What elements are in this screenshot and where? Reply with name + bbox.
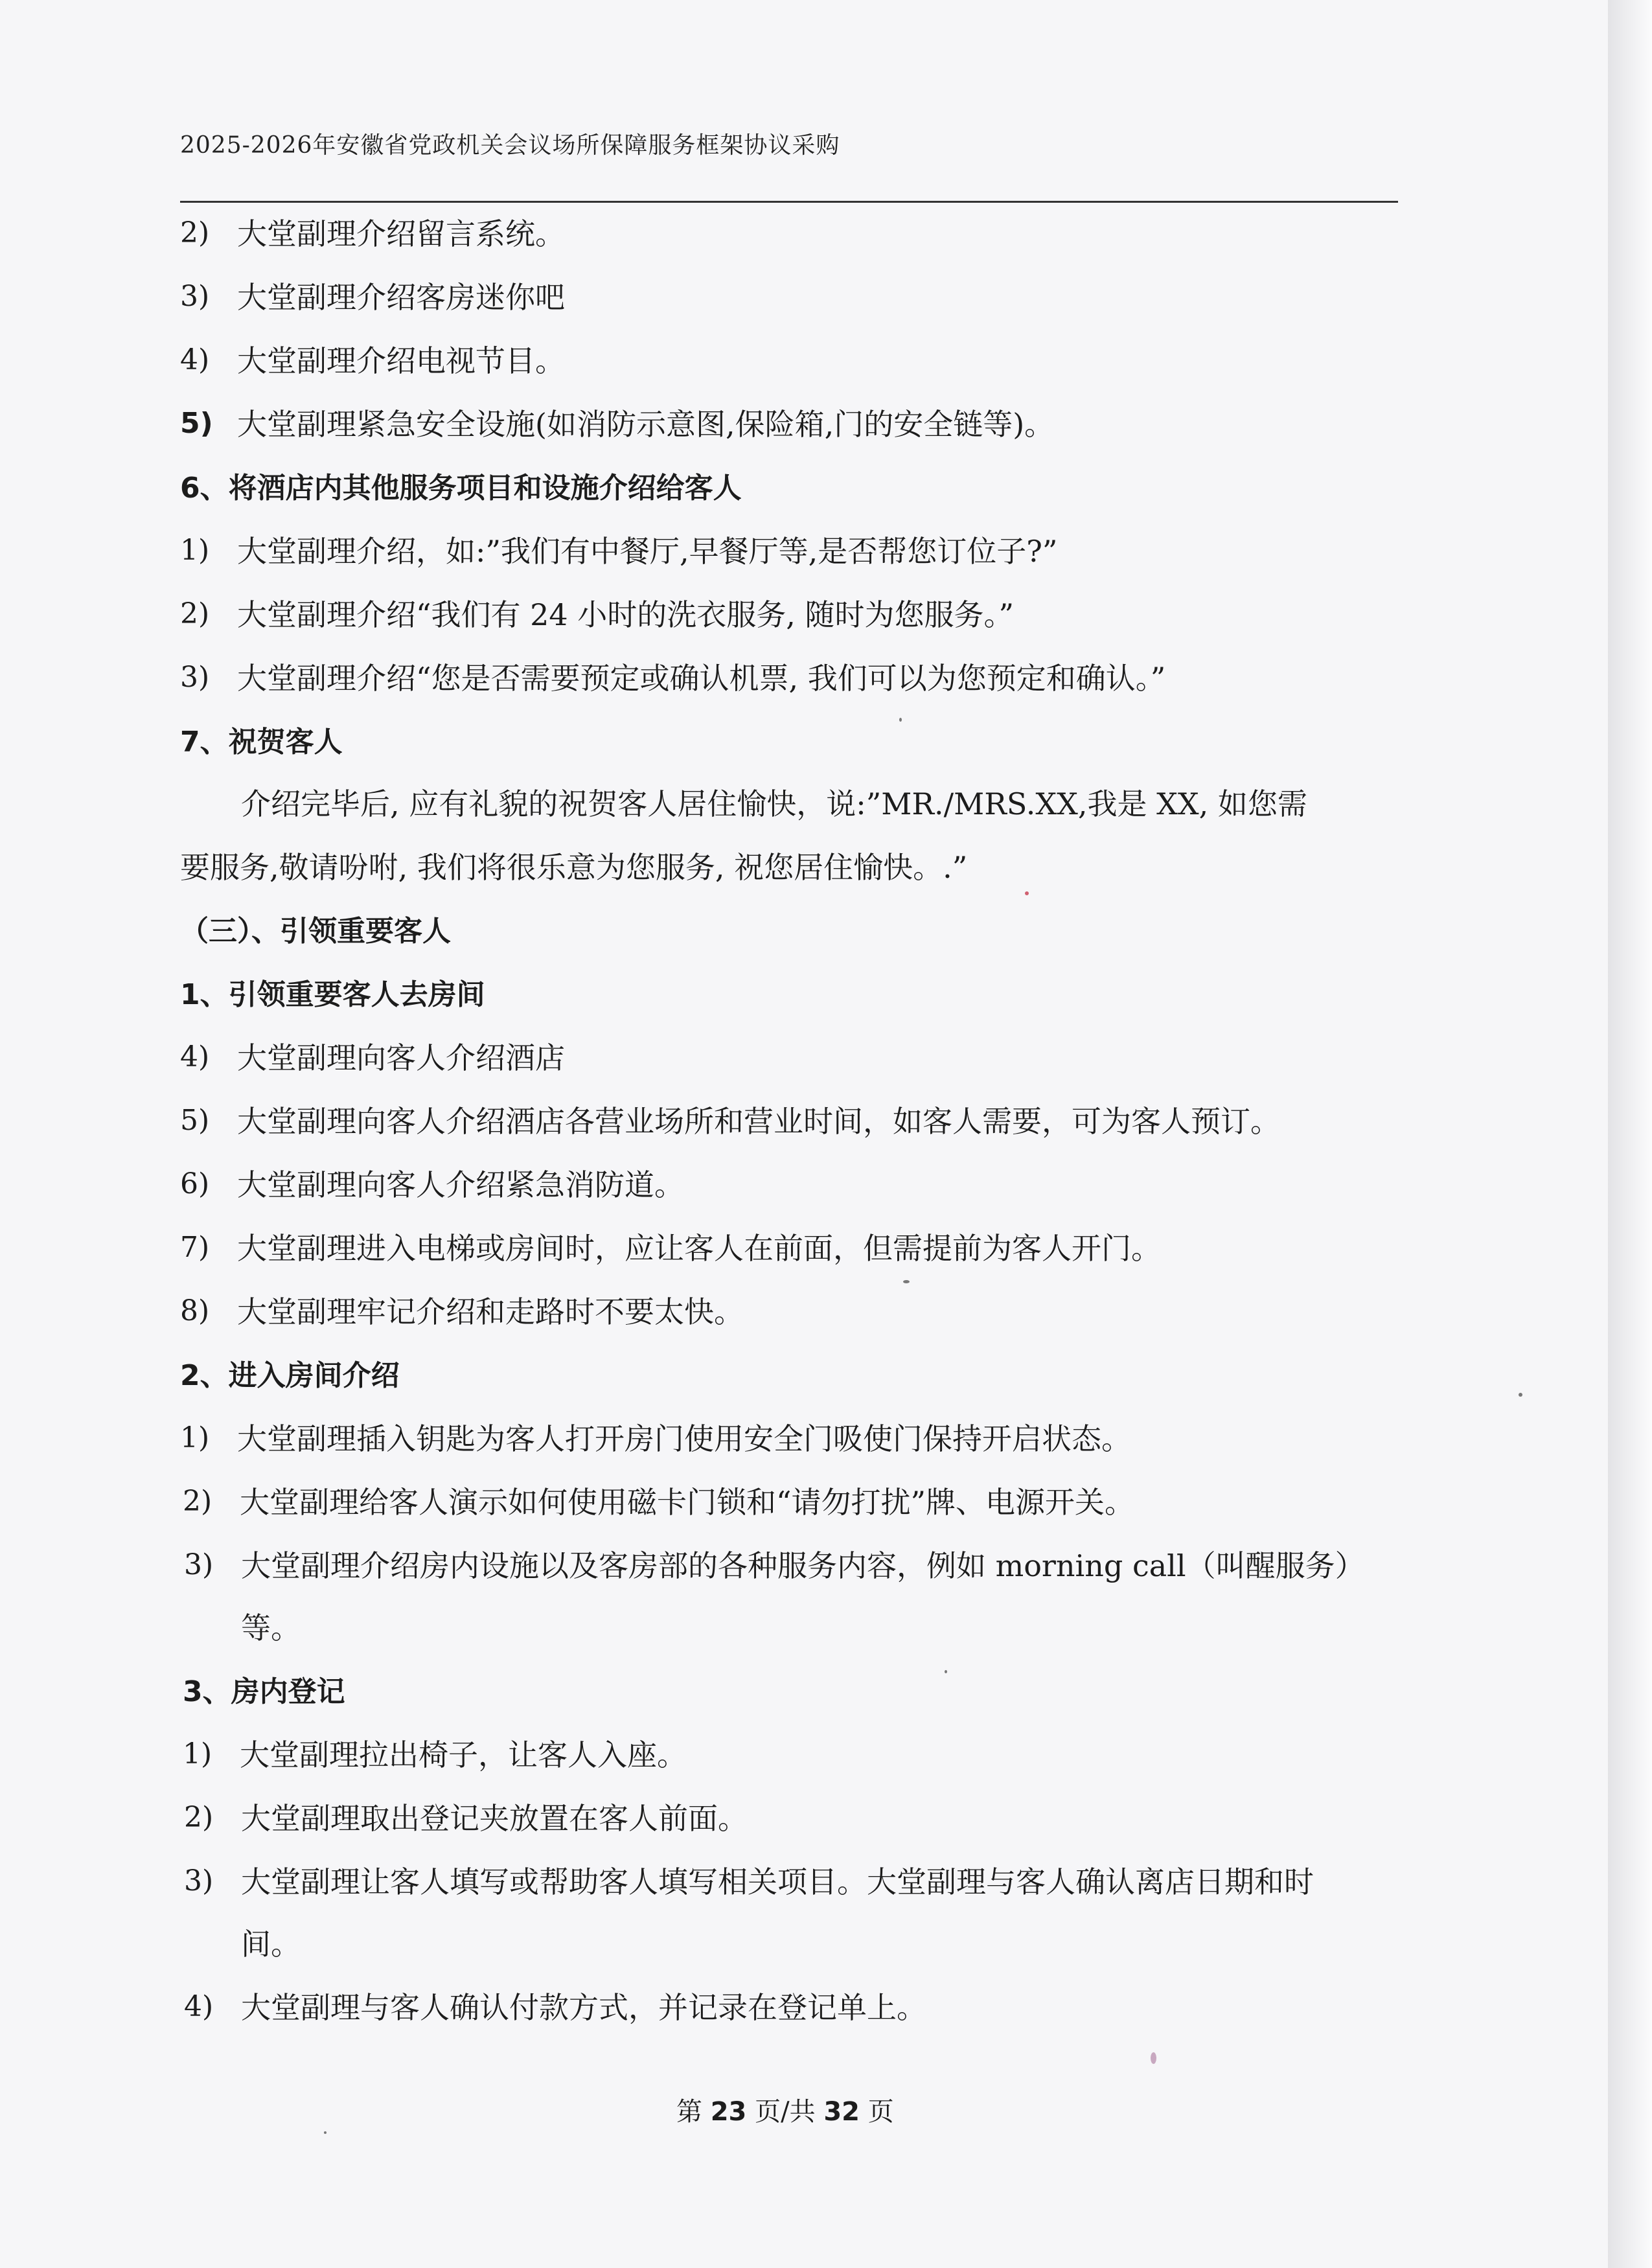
list-number: 2): [183, 1485, 212, 1518]
list-text: 大堂副理取出登记夹放置在客人前面。: [241, 1801, 748, 1836]
current-page-number: 23: [710, 2097, 747, 2127]
section-heading: 7、祝贺客人: [180, 726, 343, 759]
scan-speck: [1519, 1393, 1522, 1397]
list-text: 大堂副理介绍，如:”我们有中餐厅,早餐厅等,是否帮您订位子?”: [237, 534, 1058, 569]
scan-speck: [1025, 891, 1029, 895]
list-text: 大堂副理插入钥匙为客人打开房门使用安全门吸使门保持开启状态。: [237, 1421, 1131, 1456]
list-text: 大堂副理向客人介绍酒店各营业场所和营业时间，如客人需要，可为客人预订。: [237, 1104, 1280, 1139]
list-number: 4): [180, 1040, 210, 1073]
list-text: 大堂副理让客人填写或帮助客人填写相关项目。大堂副理与客人确认离店日期和时: [241, 1864, 1314, 1899]
list-text: 大堂副理向客人介绍紧急消防道。: [237, 1167, 684, 1202]
section-heading: 1、引领重要客人去房间: [180, 978, 485, 1011]
paragraph-line: 要服务,敬请吩咐, 我们将很乐意为您服务, 祝您居住愉快。.”: [180, 850, 968, 885]
footer-suffix: 页: [867, 2097, 894, 2127]
scan-speck: [899, 718, 902, 722]
scan-page-edge: [1608, 0, 1652, 2268]
list-text: 大堂副理向客人介绍酒店: [237, 1040, 565, 1075]
scan-speck: [945, 1670, 947, 1673]
list-text: 大堂副理介绍留言系统。: [237, 216, 565, 251]
footer-prefix: 第: [676, 2097, 702, 2127]
list-number: 1): [180, 534, 210, 567]
header-divider: [180, 201, 1398, 203]
page-header-title: 2025-2026年安徽省党政机关会议场所保障服务框架协议采购: [180, 132, 840, 159]
list-number: 4): [180, 343, 210, 376]
list-text: 大堂副理介绍“我们有 24 小时的洗衣服务, 随时为您服务。”: [237, 597, 1015, 632]
section-heading: 6、将酒店内其他服务项目和设施介绍给客人: [180, 472, 742, 505]
list-number: 2): [180, 216, 210, 249]
list-number: 1): [180, 1421, 210, 1454]
page-footer: [676, 2091, 894, 2128]
section-heading: 3、房内登记: [183, 1675, 345, 1708]
list-text: 大堂副理紧急安全设施(如消防示意图,保险箱,门的安全链等)。: [237, 407, 1055, 442]
list-text: 大堂副理介绍电视节目。: [237, 343, 565, 378]
section-heading: （三）、引领重要客人: [180, 915, 451, 948]
list-number: 3): [184, 1864, 214, 1897]
list-number: 2): [184, 1801, 214, 1834]
list-text: 大堂副理给客人演示如何使用磁卡门锁和“请勿打扰”牌、电源开关。: [240, 1485, 1135, 1520]
list-number: 6): [180, 1167, 210, 1200]
list-text: 大堂副理介绍客房迷你吧: [237, 280, 565, 315]
list-number: 2): [180, 597, 210, 630]
list-number: 5): [180, 407, 213, 440]
paragraph-line: 介绍完毕后, 应有礼貌的祝贺客人居住愉快，说:”MR./MRS.XX,我是 XX, 如您需: [241, 786, 1307, 821]
list-number: 8): [180, 1294, 210, 1327]
list-number: 3): [180, 280, 210, 313]
list-number: 7): [180, 1231, 210, 1264]
list-number: 3): [184, 1548, 214, 1581]
list-text: 大堂副理介绍房内设施以及客房部的各种服务内容，例如 morning call（叫醒服务）: [241, 1548, 1365, 1583]
list-text: 大堂副理与客人确认付款方式，并记录在登记单上。: [241, 1990, 926, 2025]
scan-speck: [324, 2131, 327, 2134]
list-item-continuation: 间。: [241, 1927, 301, 1962]
list-text: 大堂副理介绍“您是否需要预定或确认机票, 我们可以为您预定和确认。”: [237, 661, 1166, 696]
scan-speck: [1151, 2052, 1156, 2064]
list-text: 大堂副理拉出椅子，让客人入座。: [240, 1737, 687, 1772]
list-number: 4): [184, 1990, 214, 2023]
list-number: 5): [180, 1104, 210, 1137]
footer-middle: 页/共: [755, 2097, 816, 2127]
list-item-continuation: 等。: [241, 1610, 301, 1645]
scan-speck: [903, 1280, 910, 1283]
list-number: 3): [180, 661, 210, 694]
list-number: 1): [183, 1737, 212, 1770]
section-heading: 2、进入房间介绍: [180, 1359, 400, 1392]
list-text: 大堂副理牢记介绍和走路时不要太快。: [237, 1294, 744, 1329]
total-pages-number: 32: [823, 2097, 860, 2127]
list-text: 大堂副理进入电梯或房间时，应让客人在前面，但需提前为客人开门。: [237, 1231, 1161, 1266]
